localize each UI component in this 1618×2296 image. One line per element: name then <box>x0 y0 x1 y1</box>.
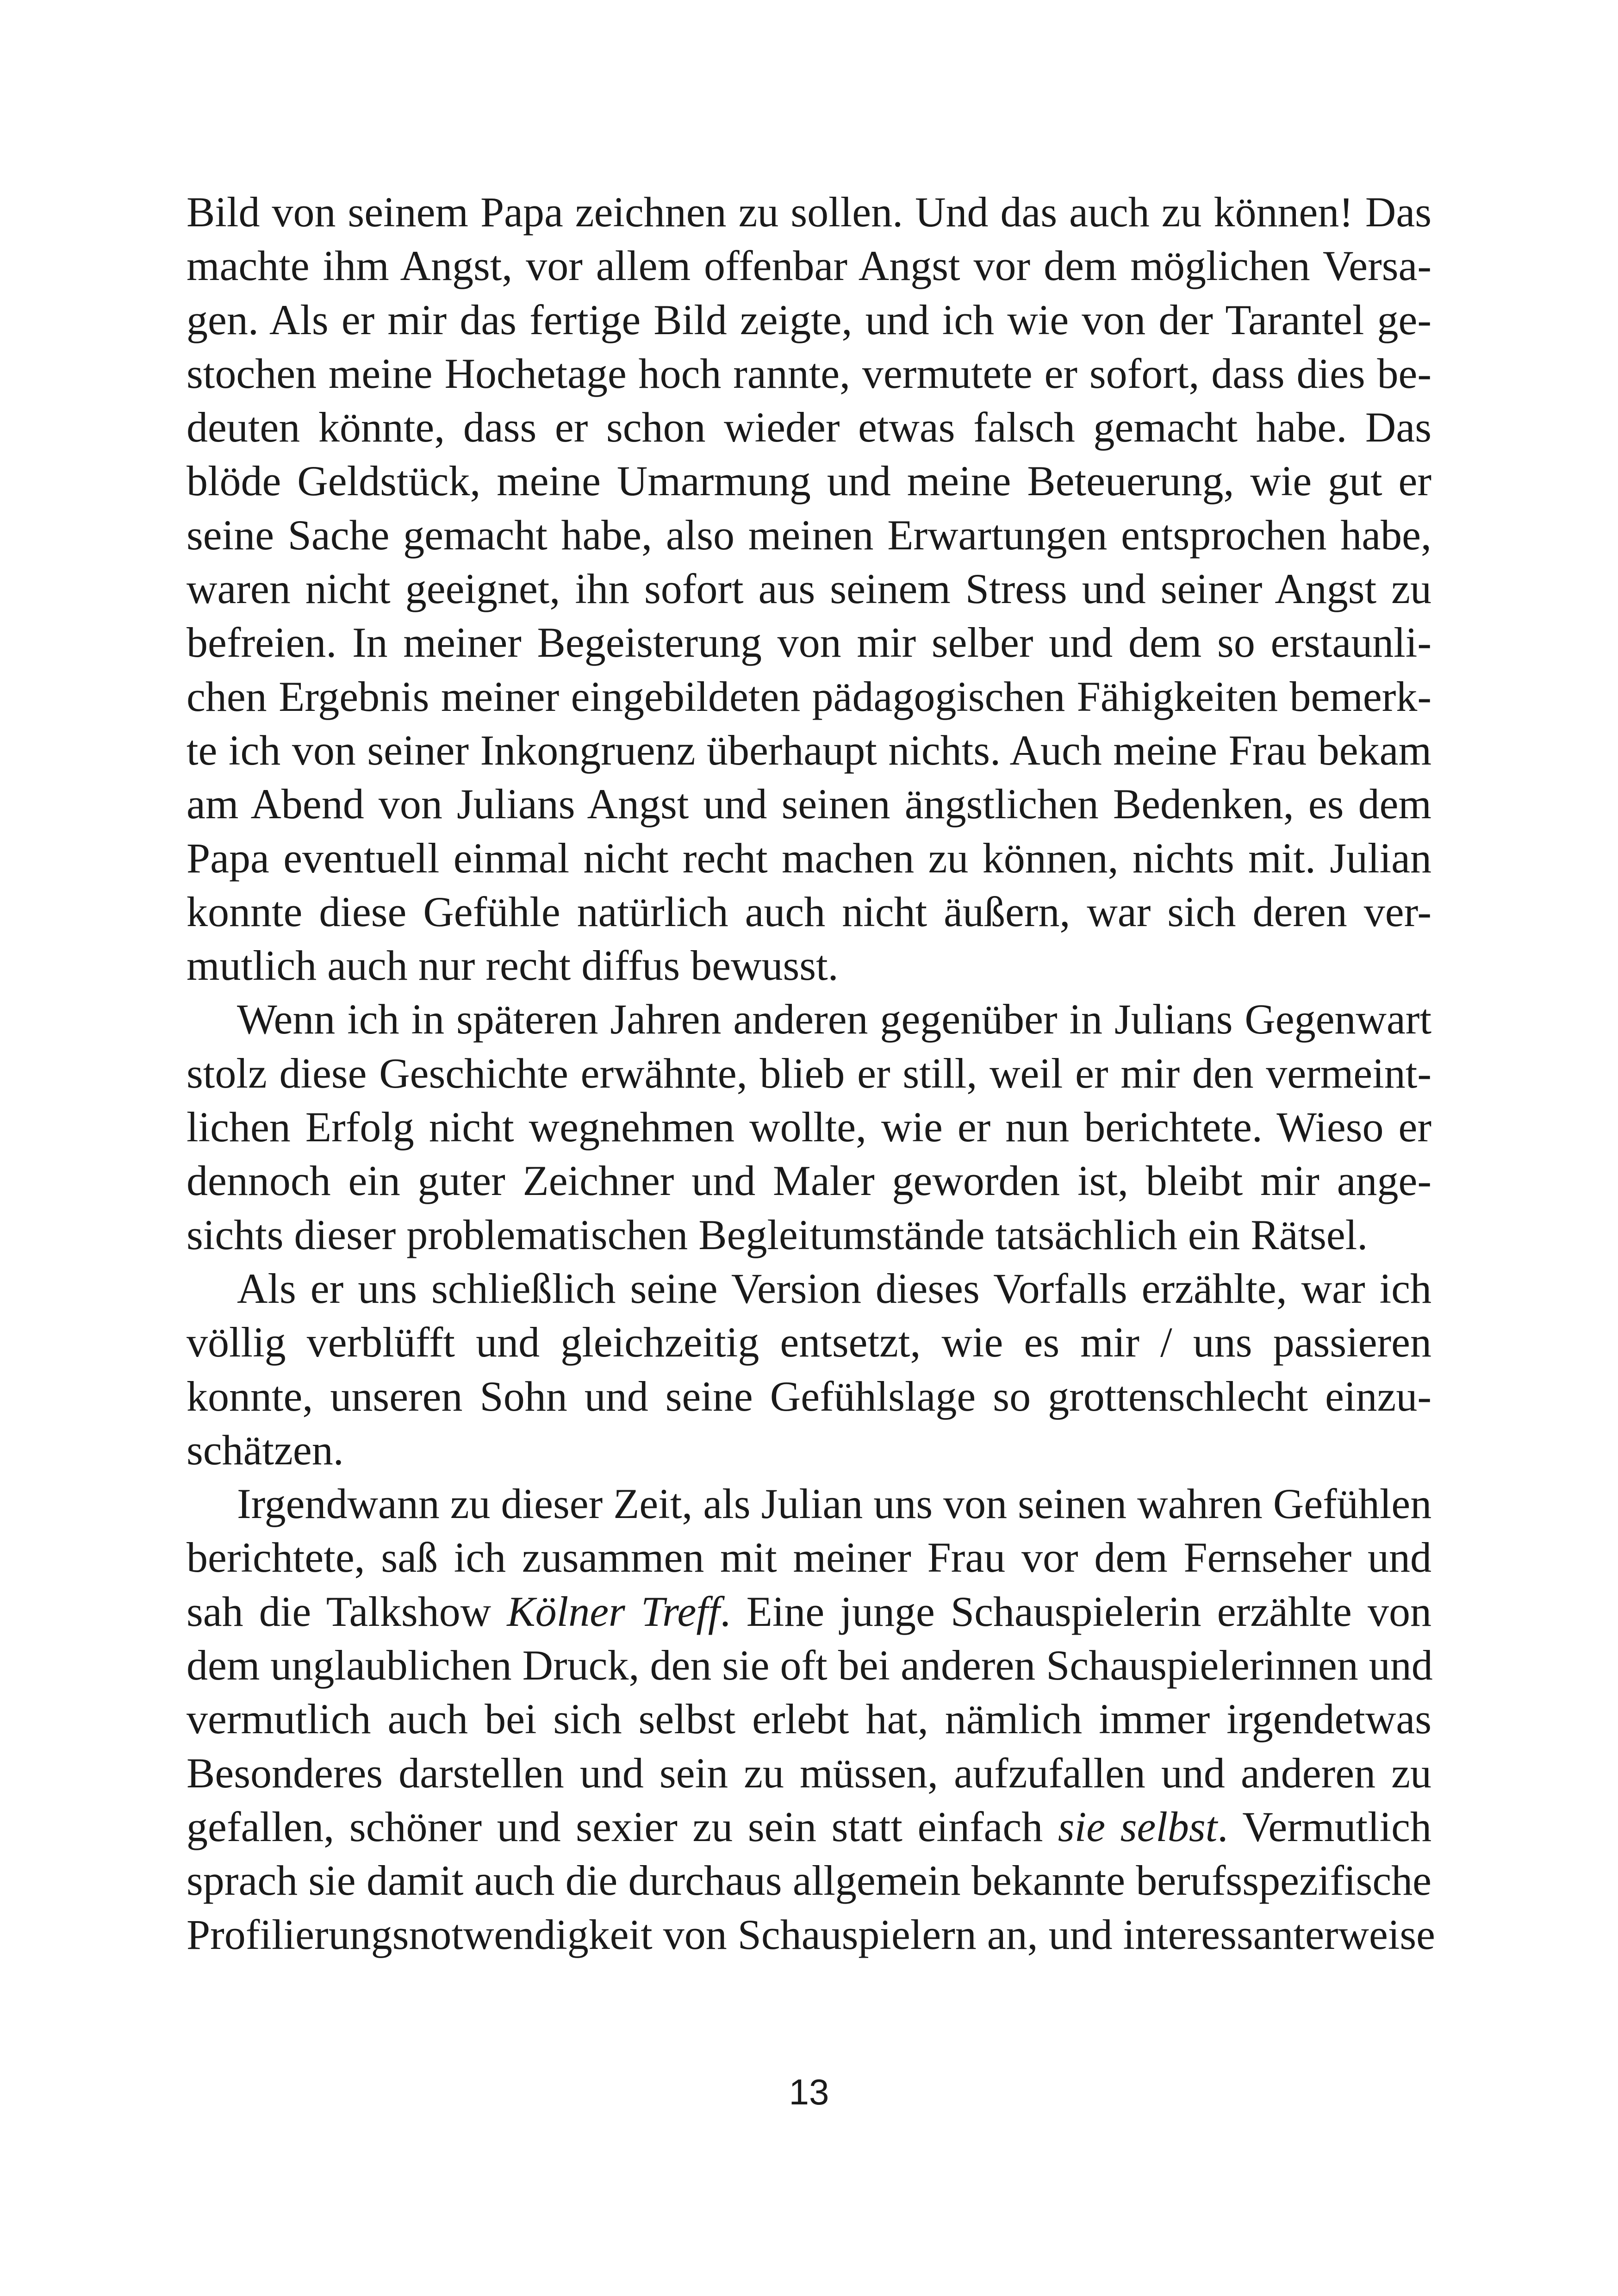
page-number: 13 <box>789 2072 829 2112</box>
text-line: vermutlich auch bei sich selbst erlebt hat, nämlich immer irgendetwas <box>187 1695 1431 1743</box>
text-line: gen. Als er mir das fertige Bild zeigte, und ich wie von der Tarantel ge- <box>187 296 1431 343</box>
text-line: schätzen. <box>187 1426 344 1474</box>
text-line: berichtete, saß ich zusammen mit meiner Frau vor dem Fernseher und <box>187 1534 1431 1581</box>
text-line: blöde Geldstück, meine Umarmung und meine Beteuerung, wie gut er <box>187 457 1431 505</box>
show-title: Kölner Treff <box>507 1587 720 1635</box>
text-line: waren nicht geeignet, ihn sofort aus seinem Stress und seiner Angst zu <box>187 565 1431 613</box>
text-line: deuten könnte, dass er schon wieder etwas falsch gemacht habe. Das <box>187 404 1431 451</box>
emphasis: sie selbst <box>1058 1803 1218 1850</box>
text-line: stochen meine Hochetage hoch rannte, vermutete er sofort, dass dies be- <box>187 349 1431 397</box>
text-line <box>187 1800 1431 1854</box>
text-line: am Abend von Julians Angst und seinen ängstlichen Bedenken, es dem <box>187 780 1431 828</box>
text-line: chen Ergebnis meiner eingebildeten pädagogischen Fähigkeiten bemerk- <box>187 672 1431 720</box>
text-run: gefallen, schöner und sexier zu sein statt einfach <box>187 1803 1058 1850</box>
text-line: mutlich auch nur recht diffus bewusst. <box>187 942 839 989</box>
text-run: . Eine junge Schauspielerin erzählte von <box>720 1587 1432 1635</box>
text-line: völlig verblüfft und gleichzeitig entsetzt, wie es mir / uns passieren <box>187 1319 1431 1366</box>
text-line: seine Sache gemacht habe, also meinen Erwartungen entsprochen habe, <box>187 511 1431 559</box>
text-line: Besonderes darstellen und sein zu müssen, aufzufallen und anderen zu <box>187 1749 1431 1797</box>
text-run: sah die Talkshow <box>187 1587 507 1635</box>
text-line: Als er uns schließlich seine Version dieses Vorfalls erzählte, war ich <box>237 1264 1431 1312</box>
text-line: Wenn ich in späteren Jahren anderen gegenüber in Julians Gegenwart <box>237 996 1431 1043</box>
text-line: dem unglaublichen Druck, den sie oft bei anderen Schauspielerinnen und <box>187 1642 1433 1689</box>
text-line <box>187 1585 1431 1638</box>
text-line: sichts dieser problematischen Begleitumstände tatsächlich ein Rätsel. <box>187 1211 1368 1258</box>
text-line: Papa eventuell einmal nicht recht machen zu können, nichts mit. Julian <box>187 834 1431 882</box>
text-line: Bild von seinem Papa zeichnen zu sollen. Und das auch zu können! Das <box>187 188 1431 236</box>
text-line: machte ihm Angst, vor allem offenbar Angst vor dem möglichen Versa- <box>187 242 1431 290</box>
text-line: Profilierungsnotwendigkeit von Schauspielern an, und interessanterweise <box>187 1910 1436 1958</box>
text-line: befreien. In meiner Begeisterung von mir selber und dem so erstaunli- <box>187 619 1431 666</box>
text-line: konnte diese Gefühle natürlich auch nicht äußern, war sich deren ver- <box>187 888 1431 935</box>
text-line: lichen Erfolg nicht wegnehmen wollte, wie er nun berichtete. Wieso er <box>187 1103 1431 1151</box>
body-text <box>187 185 1436 1961</box>
text-line: konnte, unseren Sohn und seine Gefühlslage so grottenschlecht einzu- <box>187 1372 1431 1420</box>
text-line: dennoch ein guter Zeichner und Maler geworden ist, bleibt mir ange- <box>187 1157 1431 1205</box>
text-line: Irgendwann zu dieser Zeit, als Julian uns von seinen wahren Gefühlen <box>237 1480 1432 1528</box>
text-run: . Vermutlich <box>1217 1803 1431 1850</box>
text-line: stolz diese Geschichte erwähnte, blieb er still, weil er mir den vermeint- <box>187 1049 1431 1097</box>
text-line: sprach sie damit auch die durchaus allgemein bekannte berufsspezifische <box>187 1857 1431 1904</box>
text-line: te ich von seiner Inkongruenz überhaupt nichts. Auch meine Frau bekam <box>187 726 1431 774</box>
